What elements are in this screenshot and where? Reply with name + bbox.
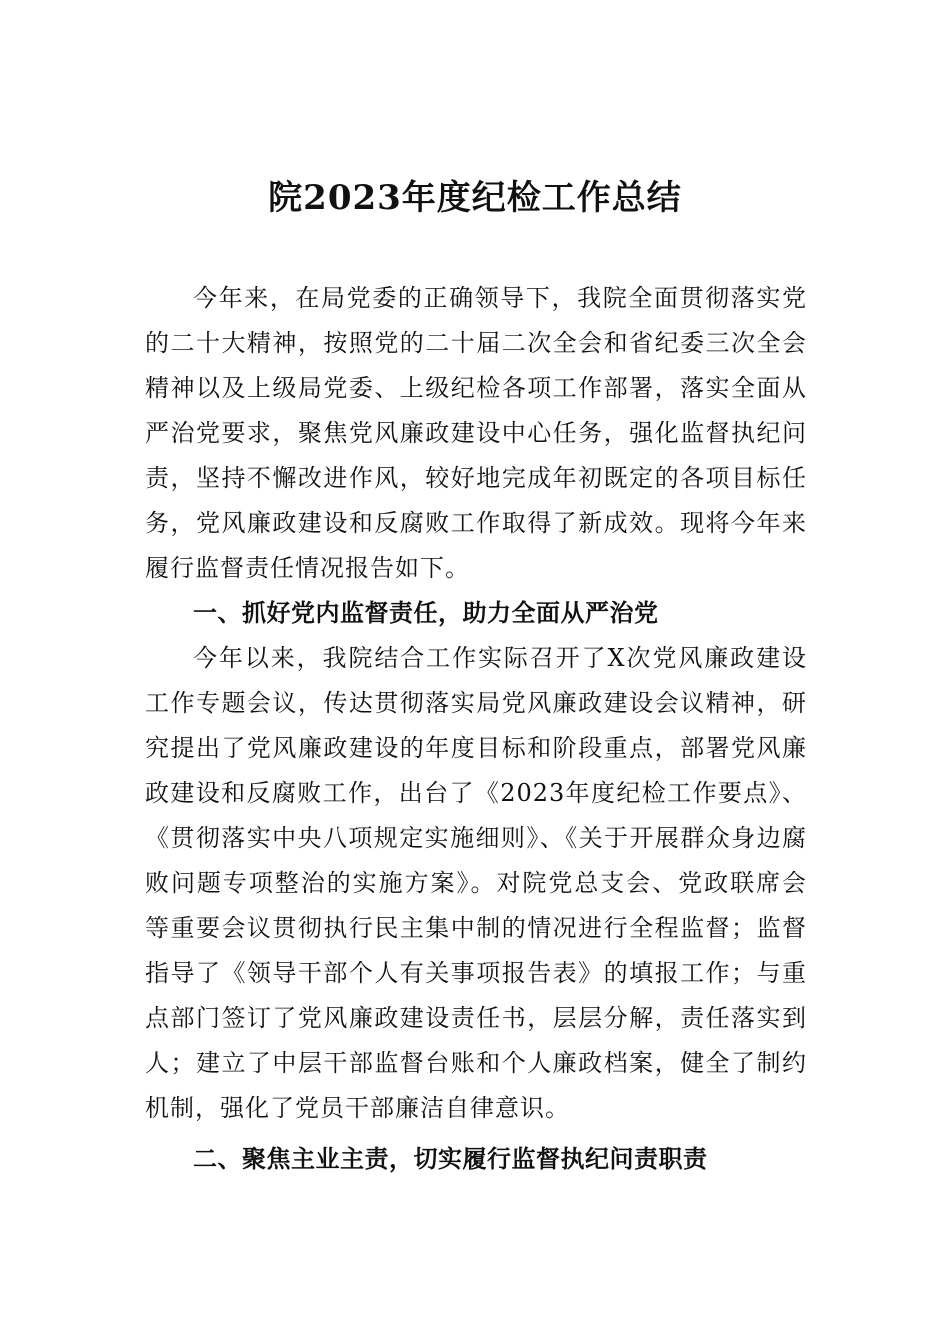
section-2-heading: 二、聚焦主业主责，切实履行监督执纪问责职责 [193, 1145, 708, 1173]
intro-paragraph: 今年来，在局党委的正确领导下，我院全面贯彻落实党的二十大精神，按照党的二十届二次全会和省纪委三次全会精神以及上级局党委、上级纪检各项工作部署，落实全面从严治党要求，聚焦党风廉政建设中心任务，强化监督执纪问责，坚持不懈改进作风，较好地完成年初既定的各项目标任务，党风廉政建设和反腐败工作取得了新成效。现将今年来履行监督责任情况报告如下。 [145, 284, 807, 582]
section-1-paragraph: 今年以来，我院结合工作实际召开了X次党风廉政建设工作专题会议，传达贯彻落实局党风廉政建设会议精神，研究提出了党风廉政建设的年度目标和阶段重点，部署党风廉政建设和反腐败工作，出台了《2023年度纪检工作要点》、《贯彻落实中央八项规定实施细则》、《关于开展群众身边腐败问题专项整治的实施方案》。对院党总支会、党政联席会等重要会议贯彻执行民主集中制的情况进行全程监督；监督指导了《领导干部个人有关事项报告表》的填报工作；与重点部门签订了党风廉政建设责任书，层层分解，责任落实到人；建立了中层干部监督台账和个人廉政档案，健全了制约机制，强化了党员干部廉洁自律意识。 [145, 644, 807, 1122]
document-body [145, 276, 807, 1182]
document-title: 院2023年度纪检工作总结 [268, 178, 682, 218]
section-1-heading: 一、抓好党内监督责任，助力全面从严治党 [193, 599, 659, 627]
